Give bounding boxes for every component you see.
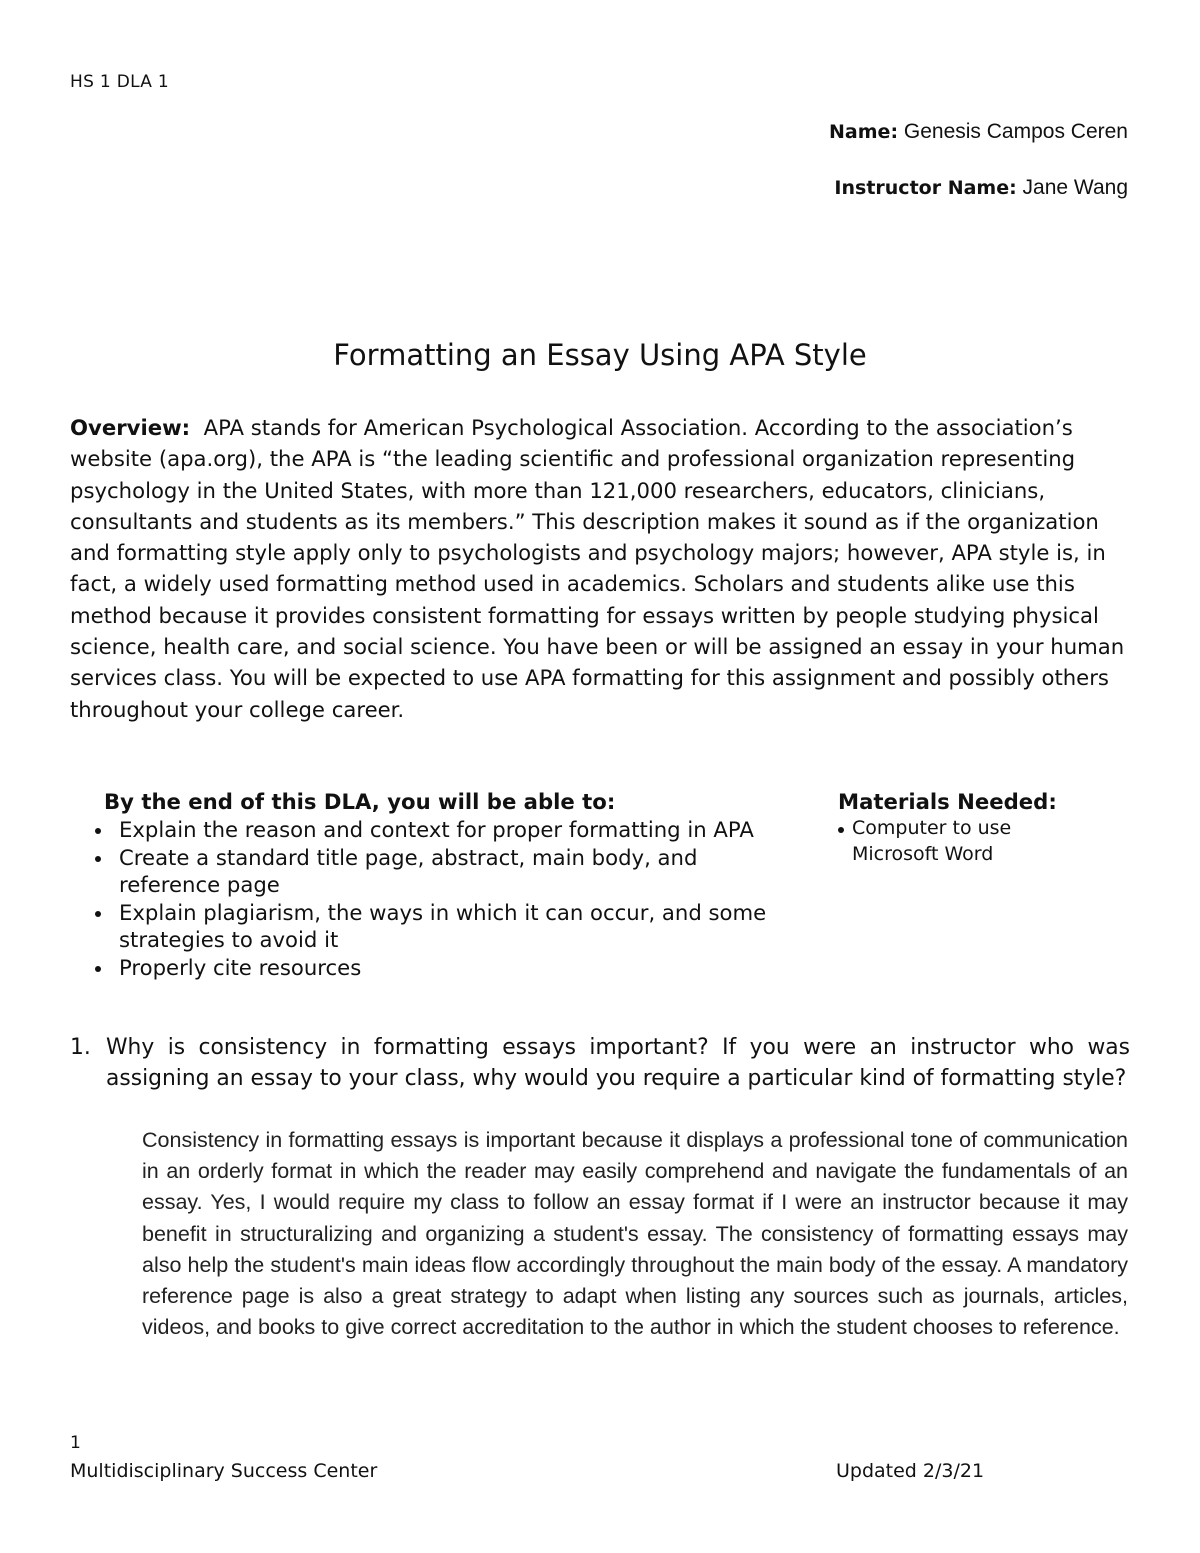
objectives-list bbox=[104, 816, 794, 981]
student-name-line bbox=[829, 120, 1128, 144]
instructor-name-line bbox=[834, 176, 1128, 200]
list-item: Computer to use Microsoft Word bbox=[838, 816, 1052, 867]
header-label: HS 1 DLA 1 bbox=[70, 72, 169, 92]
instructor-label: Instructor Name: bbox=[834, 177, 1017, 199]
name-value: Genesis Campos Ceren bbox=[903, 120, 1128, 143]
list-item: Explain plagiarism, the ways in which it can occur, and some strategies to avoid it bbox=[104, 899, 794, 954]
page-number: 1 bbox=[70, 1433, 81, 1453]
overview-paragraph bbox=[70, 412, 1130, 725]
question-number: 1. bbox=[70, 1035, 91, 1060]
materials-needed bbox=[838, 788, 1158, 867]
overview-text: APA stands for American Psychological Association. According to the association’s website (apa.org), the APA is “the leading scientific and professional organization representing psychology in the United States, with more than 121,000 researchers, educators, clinicians, consultants and students as its members.” This description makes it sound as if the organization and formatting style apply only to psychologists and psychology majors; however, APA style is, in fact, a widely used formatting method used in academics. Scholars and students alike use this method because it provides consistent formatting for essays written by people studying physical science, health care, and social science. You have been or will be assigned an essay in your human services class. You will be expected to use APA formatting for this assignment and possibly others throughout your college career. bbox=[70, 415, 1125, 722]
materials-list bbox=[838, 816, 1158, 867]
footer-center-name: Multidisciplinary Success Center bbox=[70, 1460, 378, 1482]
learning-objectives bbox=[104, 788, 794, 981]
list-item: Properly cite resources bbox=[104, 954, 794, 982]
objectives-heading: By the end of this DLA, you will be able to: bbox=[104, 789, 616, 814]
question-text: Why is consistency in formatting essays important? If you were an instructor who was assigning an essay to your class, why would you require a particular kind of formatting style? bbox=[106, 1035, 1130, 1092]
question-1 bbox=[70, 1032, 1130, 1094]
answer-text: Consistency in formatting essays is important because it displays a professional tone of communication in an orderly format in which the reader may easily comprehend and navigate the fundamentals of an essay. Yes, I would require my class to follow an essay format if I were an instructor because it may benefit in structuralizing and organizing a student's essay. The consistency of formatting essays may also help the student's main ideas flow accordingly throughout the main body of the essay. A mandatory reference page is also a great strategy to adapt when listing any sources such as journals, articles, videos, and books to give correct accreditation to the author in which the student chooses to reference. bbox=[142, 1128, 1128, 1340]
name-label: Name: bbox=[829, 121, 899, 143]
document-title: Formatting an Essay Using APA Style bbox=[333, 338, 867, 372]
list-item: Explain the reason and context for proper formatting in APA bbox=[104, 816, 794, 844]
list-item: Create a standard title page, abstract, main body, and reference page bbox=[104, 844, 794, 899]
footer-updated-date: Updated 2/3/21 bbox=[836, 1460, 985, 1482]
materials-heading: Materials Needed: bbox=[838, 789, 1057, 814]
overview-label: Overview: bbox=[70, 415, 191, 440]
instructor-value: Jane Wang bbox=[1022, 176, 1128, 199]
